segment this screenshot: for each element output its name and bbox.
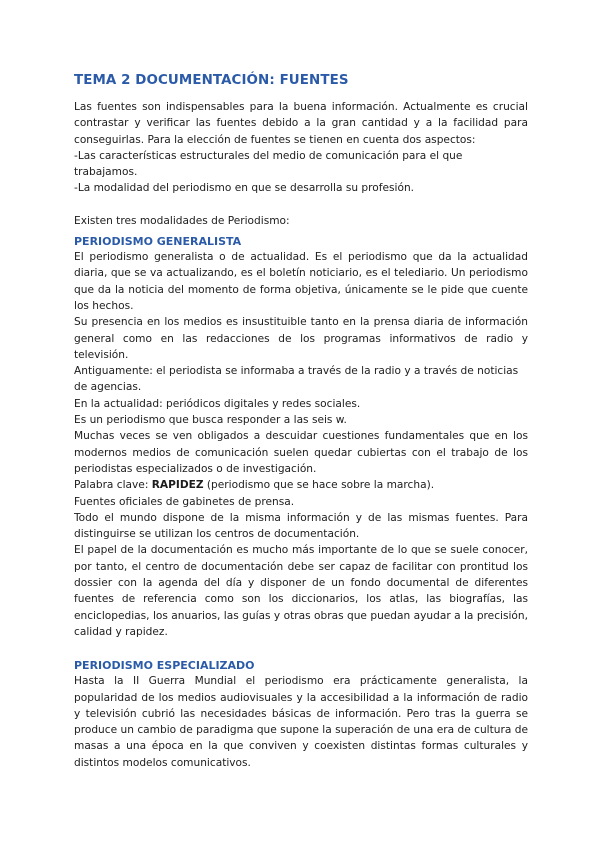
modalities-line: Existen tres modalidades de Periodismo: — [74, 214, 290, 227]
page-title: TEMA 2 DOCUMENTACIÓN: FUENTES — [74, 73, 349, 88]
section-especializado — [74, 658, 528, 771]
section-heading-generalista: PERIODISMO GENERALISTA — [74, 235, 242, 249]
paragraph: Su presencia en los medios es insustituible tanto en la prensa diaria de información general como en las redacciones de los programas informativos de radio y televisión. — [74, 316, 528, 361]
keyword-prefix: Palabra clave: — [74, 479, 152, 492]
paragraph: Hasta la II Guerra Mundial el periodismo era prácticamente generalista, la popularidad de los medios audiovisuales y la accesibilidad a la información de radio y televisión cubrió las necesidades básicas de información. Pero tras la guerra se produce un cambio de paradigma que supone la superación de una era de cultura de masas a una época en la que conviven y coexisten distintas formas culturales y distintos modelos comunicativos. — [74, 675, 528, 769]
keyword-line — [74, 477, 528, 493]
section-heading-especializado: PERIODISMO ESPECIALIZADO — [74, 659, 255, 673]
keyword: RAPIDEZ — [151, 479, 204, 492]
paragraph: El periodismo generalista o de actualidad. Es el periodismo que da la actualidad diaria, que se va actualizando, es el boletín noticiario, es el telediario. Un periodismo que da la noticia del momento de forma objetiva, únicamente se le pide que cuente los hechos. — [74, 251, 528, 312]
paragraph: Fuentes oficiales de gabinetes de prensa. — [74, 495, 295, 508]
paragraph: En la actualidad: periódicos digitales y redes sociales. — [74, 397, 361, 410]
paragraph: Antiguamente: el periodista se informaba a través de la radio y a través de noticias de agencias. — [74, 365, 519, 394]
paragraph: El papel de la documentación es mucho más importante de lo que se suele conocer, por tanto, el centro de documentación debe ser capaz de facilitar con prontitud los dossier con la agenda del día y disponer de un fondo documental de diferentes fuentes de referencia como son los diccionarios, los atlas, las biografías, las enciclopedias, los anuarios, las guías y otras obras que puedan ayudar a la precisión, calidad y rapidez. — [74, 544, 528, 638]
paragraph: Todo el mundo dispone de la misma información y de las mismas fuentes. Para distinguirse se utilizan los centros de documentación. — [74, 511, 528, 541]
intro-paragraph: Las fuentes son indispensables para la buena información. Actualmente es crucial contrastar y verificar las fuentes debido a la gran cantidad y a la facilidad para conseguirlas. Para la elección de fuentes se tienen en cuenta dos aspectos: — [74, 101, 528, 146]
keyword-suffix: (periodismo que se hace sobre la marcha). — [203, 479, 435, 492]
paragraph: Es un periodismo que busca responder a las seis w. — [74, 414, 347, 427]
paragraph: Muchas veces se ven obligados a descuidar cuestiones fundamentales que en los modernos medios de comunicación suelen quedar cubiertas con el trabajo de los periodistas especializados o de investigación. — [74, 430, 528, 475]
intro-block — [74, 99, 528, 197]
intro-aspect-1: -Las características estructurales del medio de comunicación para el que trabajamos. — [74, 149, 463, 179]
intro-aspect-2: -La modalidad del periodismo en que se desarrolla su profesión. — [74, 182, 415, 195]
section-generalista — [74, 234, 528, 640]
